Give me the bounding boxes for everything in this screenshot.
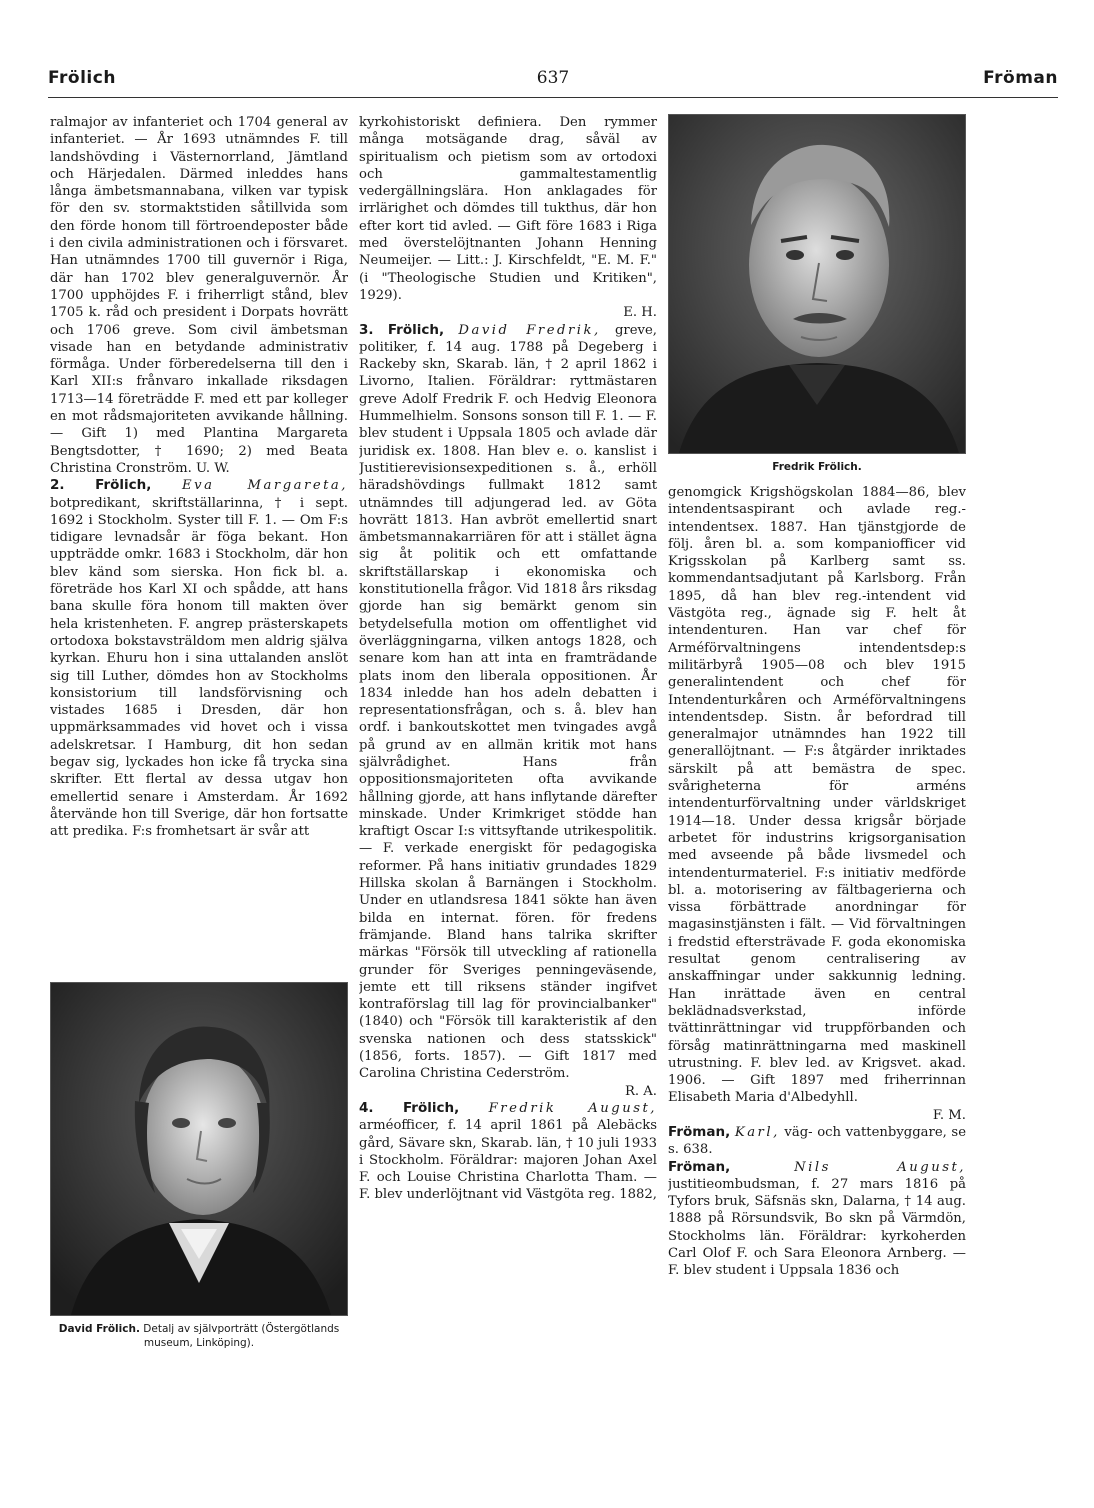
portrait-fredrik-frolich	[668, 114, 966, 454]
entry-number: 3.	[359, 321, 374, 338]
running-header	[48, 68, 1058, 92]
signature: E. H.	[623, 305, 657, 321]
caption-name: Fredrik Frölich.	[772, 461, 862, 473]
entry-text: arméofficer, f. 14 april 1861 på Alebäcks gård, Sävare skn, Skarab. län, † 10 juli 1933 i Stockholm. Föräldrar: majoren Johan Axel F. och Louise Christina Charlotta Tham. — F. blev underlöjtnant vid Västgöta reg. 1882,	[359, 1118, 657, 1203]
entry-text: väg- och vattenbyggare, se s. 638.	[668, 1124, 966, 1158]
entry-given-names: Eva Margareta,	[182, 478, 348, 494]
portrait-caption	[50, 1322, 348, 1350]
entry-text: justitieombudsman, f. 27 mars 1816 på Tyfors bruk, Säfsnäs skn, Dalarna, † 14 aug. 1888 på Rörsundsvik, Bo skn på Värmdön, Stockholms län. Föräldrar: kyrkoherden Carl Olof F. och Sara Eleonora Arnberg. — F. blev student i Uppsala 1836 och	[668, 1176, 966, 1279]
column-left	[50, 114, 348, 1444]
entry-name: Fröman,	[668, 1158, 731, 1175]
column-left-text	[50, 114, 348, 972]
entry-given-names: David Fredrik,	[458, 322, 601, 338]
entry-froman-karl	[668, 1124, 966, 1159]
entry-froman-nils-august	[668, 1159, 966, 1280]
header-left-word: Frölich	[48, 68, 116, 88]
entry-2-continuation: kyrkohistoriskt definiera. Den rymmer många motsägande drag, såväl av spiritualism och pietism som av ortodoxi och gammaltestamentlig vedergällningslära. Hon anklagades för irrlärighet och dömdes till tukthus, där hon efter kort tid avled. — Gift före 1683 i Riga med överstelöjtnanten Johann Henning Neumeijer. — Litt.: J. Kirschfeldt, "E. M. F." (i "Theologische Studien und Kritiken", 1929). E. H.	[359, 115, 657, 321]
entry-1-continuation: ralmajor av infanteriet och 1704 general av infanteriet. — År 1693 utnämndes F. till landshövding i Västernorrland, Jämtland och Härjedalen. Därmed inleddes hans långa ämbetsmannabana, vilken var typisk för den sv. stormaktstiden såtillvida som den förde honom till förtroendeposter både i den civila administrationen och i försvaret. Han utnämndes 1700 till guvernör i Riga, där han 1702 blev generalguvernör. År 1700 upphöjdes F. i friherrligt stånd, blev 1705 k. råd och president i Dorpats hovrätt och 1706 greve. Som civil ämbetsman visade han en betydande administrativ förmåga. Under förberedelserna till den i Karl XII:s frånvaro inkallade riksdagen 1713—14 företrädde F. med ett par kolleger en mot rådsmajoriteten avvikande hållning. — Gift 1) med Plantina Margareta Bengtsdotter, † 1690; 2) med Beata Christina Cronström. U. W.	[50, 115, 348, 476]
page-number: 637	[536, 68, 570, 88]
entry-name: Frölich,	[95, 477, 152, 494]
entry-text: greve, politiker, f. 14 aug. 1788 på Degeberg i Rackeby skn, Skarab. län, † 2 april 1862 i Livorno, Italien. Föräldrar: ryttmästaren greve Adolf Fredrik F. och Hedvig Eleonora Hummelhielm. Sonsons sonson till F. 1. — F. blev student i Uppsala 1805 och avlade där juridisk ex. 1808. Han blev e. o. kanslist i Justitierevisionsexpeditionen s. å., erhöll häradshövdings fullmakt 1812 samt utnämndes till adjungerad led. av Göta hovrätt 1813. Han avbröt emellertid snart ämbetsmannakarriären för att i stället ägna sig åt politik och ett omfattande skriftställarskap i ekonomiska och konstitutionella frågor. Vid 1818 års riksdag gjorde han sig bemärkt genom sin betydelsefulla motion om offentlighet vid överläggningarna, vilken antogs 1828, och senare kom han att inta en framträdande plats inom den liberala oppositionen. År 1834 inledde han hos adeln debatten i representationsfrågan, och s. å. blev han ordf. i bankoutskottet men tvingades avgå på grund av en allmän kritik mot hans självrådighet. Hans från oppositionsmajoriteten ofta avvikande hållning gjorde, att hans inflytande därefter minskade. Under Krimkriget stödde han kraftigt Oscar I:s vittsyftande utrikespolitik. — F. verkade energiskt för pedagogiska reformer. På hans initiativ grundades 1829 Hillska skolan å Barnängen i Stockholm. Under en utlandsresa 1841 sökte han även bilda en internat. fören. för fredens främjande. Bland hans talrika skrifter märkas "Försök till utveckling af rationella grunder för Sveriges penningeväsende, jemte ett till riksens ständer ingifvet kontraförslag till lag för provincialbanker" (1840) och "Försök till karakteristik af den svenska nationen och dess statsskick" (1856, forts. 1857). — Gift 1817 med Carolina Christina Cederström.	[359, 322, 657, 1082]
signature: F. M.	[932, 1107, 966, 1123]
portrait-image	[669, 115, 965, 453]
header-rule	[48, 97, 1058, 98]
entry-name: Fröman,	[668, 1123, 731, 1140]
entry-given-names: Karl,	[734, 1124, 780, 1140]
entry-given-names: Fredrik August,	[488, 1100, 657, 1116]
entry-number: 2.	[50, 477, 65, 494]
portrait-david-frolich	[50, 982, 348, 1316]
column-right-text	[668, 484, 966, 1334]
signature: U. W.	[195, 460, 230, 476]
signature: R. A.	[624, 1083, 657, 1099]
entry-number: 4.	[359, 1099, 374, 1116]
entry-2	[50, 477, 348, 840]
entry-4-continuation: genomgick Krigshögskolan 1884—86, blev intendentsaspirant och avlade reg.-intendentsex. 1887. Han tjänstgjorde de följ. åren bl. a. som kompaniofficer vid Krigsskolan på Karlberg samt ss. kommendantsadjutant på Karlsborg. Från 1895, då han blev reg.-intendent vid Västgöta reg., ägnade sig F. helt åt intendenturen. Han var chef för Arméförvaltningens intendentsdep:s militärbyrå 1905—08 och blev 1915 generalintendent och chef för Intendenturkåren och Arméförvaltningens intendentsdep. Sistn. år befordrad till generalmajor utnämndes han 1922 till generallöjtnant. — F:s åtgärder inriktades särskilt på att bemästra de spec. svårigheterna för arméns intendenturförvaltning under världskriget 1914—18. Under dessa krigsår började arbetet för industrins krigsorganisation med avseende på både livsmedel och intendenturmateriel. F:s initiativ medförde bl. a. motorisering av fältbagerierna och vissa förbättrade anordningar för magasinstjänsten i fält. — Vid förvaltningen i fredstid eftersträvade F. goda ekonomiska resultat genom centralisering av anskaffningar under sakkunnig ledning. Han inrättade även en central beklädnadsverkstad, införde tvättinrättningar vid truppförbanden och försåg matinrättningarna med maskinell utrustning. F. blev led. av Krigsvet. akad. 1906. — Gift 1897 med friherrinnan Elisabeth Maria d'Albedyhll. F. M.	[668, 485, 966, 1123]
column-middle	[359, 114, 657, 1444]
header-right-word: Fröman	[983, 68, 1058, 88]
entry-name: Frölich,	[402, 1099, 460, 1116]
entry-4	[359, 1100, 657, 1204]
caption-name: David Frölich.	[58, 1323, 140, 1335]
entry-text: botpredikant, skriftställarinna, † i sept. 1692 i Stockholm. Syster till F. 1. — Om F:s tidigare levnadsår är föga bekant. Hon uppträdde omkr. 1683 i Stockholm, där hon blev känd som sierska. Hon fick bl. a. företräde hos Karl XI och spådde, att hans bana skulle föra honom till makten över hela kristenheten. F. angrep prästerskapets ortodoxa bokstavsträldom men aldrig själva kyrkan. Ehuru hon i sina uttalanden anslöt sig till Luther, dömdes hon av Stockholms konsistorium till landsförvisning och vistades 1685 i Dresden, där hon uppmärksammades vid hovet och i vissa adelskretsar. I Hamburg, dit hon sedan begav sig, lyckades hon icke få trycka sina skrifter. Ett flertal av dessa utgav hon emellertid senare i Amsterdam. År 1692 återvände hon till Sverige, där hon fortsatte att predika. F:s fromhetsart är svår att	[50, 495, 348, 840]
entry-3	[359, 322, 657, 1100]
caption-text: Detalj av självporträtt (Östergötlands museum, Linköping).	[143, 1323, 340, 1349]
entry-given-names: Nils August,	[794, 1159, 966, 1175]
portrait-caption	[668, 460, 966, 474]
entry-name: Frölich,	[387, 321, 445, 338]
column-middle-text	[359, 114, 657, 1444]
portrait-image	[51, 983, 347, 1315]
column-right	[668, 114, 966, 1444]
